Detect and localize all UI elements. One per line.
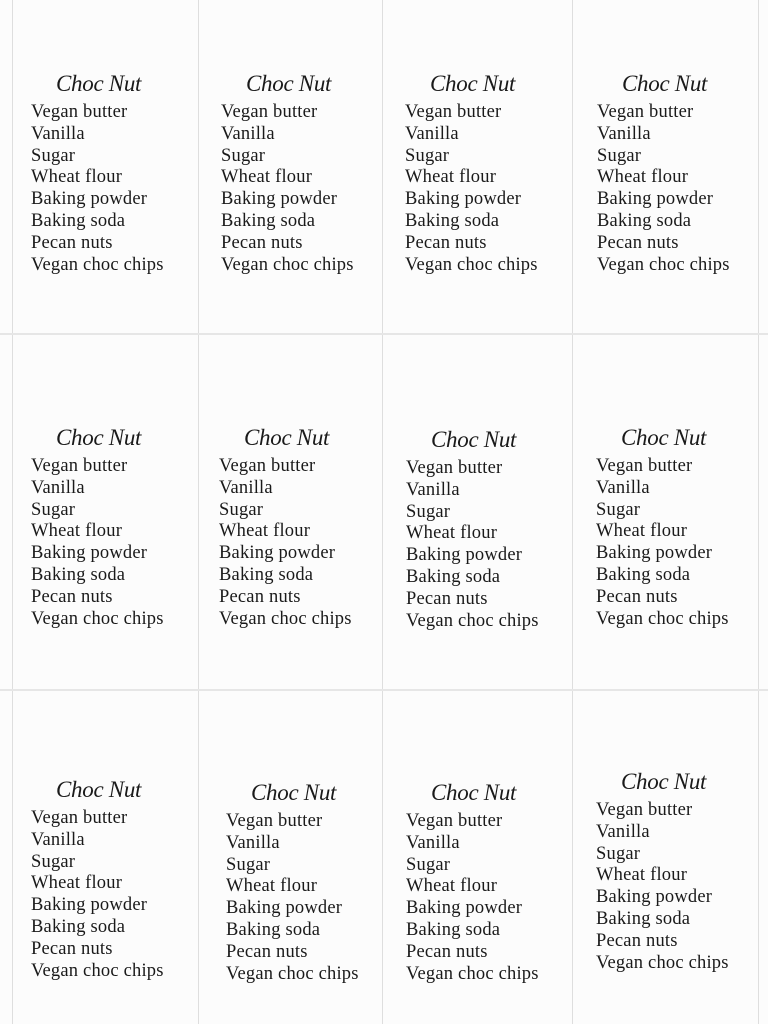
ingredient-item: Wheat flour bbox=[405, 167, 497, 188]
ingredient-item: Baking powder bbox=[219, 543, 336, 564]
ingredient-item: Pecan nuts bbox=[596, 586, 678, 607]
ingredient-item: Vegan choc chips bbox=[221, 254, 354, 275]
ingredient-item: Baking powder bbox=[221, 189, 338, 210]
recipe-label bbox=[31, 424, 206, 630]
ingredient-list bbox=[31, 808, 206, 982]
ingredient-item: Wheat flour bbox=[31, 521, 123, 542]
ingredient-item: Sugar bbox=[406, 854, 451, 875]
ingredient-item: Vegan butter bbox=[219, 456, 316, 476]
ingredient-item: Vanilla bbox=[406, 479, 460, 500]
recipe-label bbox=[226, 779, 401, 985]
ingredient-item: Sugar bbox=[405, 145, 450, 166]
recipe-label bbox=[596, 768, 768, 974]
ingredient-item: Baking soda bbox=[597, 210, 692, 231]
ingredient-item: Wheat flour bbox=[406, 523, 498, 544]
ingredient-item: Baking powder bbox=[226, 898, 343, 919]
ingredient-item: Wheat flour bbox=[596, 521, 688, 542]
ingredient-item: Pecan nuts bbox=[226, 941, 308, 962]
ingredient-item: Wheat flour bbox=[221, 167, 313, 188]
ingredient-item: Baking soda bbox=[596, 564, 691, 585]
ingredient-item: Baking soda bbox=[221, 210, 316, 231]
recipe-label bbox=[597, 70, 768, 276]
ingredient-item: Vanilla bbox=[221, 123, 275, 144]
ingredient-item: Baking powder bbox=[405, 189, 522, 210]
ingredient-item: Baking soda bbox=[31, 564, 126, 585]
recipe-label bbox=[31, 776, 206, 982]
label-title: Choc Nut bbox=[251, 780, 337, 805]
ingredient-item: Wheat flour bbox=[226, 876, 318, 897]
ingredient-list bbox=[221, 102, 396, 276]
ingredient-item: Vegan butter bbox=[31, 102, 128, 122]
ingredient-list bbox=[31, 456, 206, 630]
recipe-label bbox=[405, 70, 580, 276]
label-title: Choc Nut bbox=[431, 427, 517, 452]
ingredient-item: Sugar bbox=[596, 499, 641, 520]
ingredient-item: Vegan choc chips bbox=[405, 254, 538, 275]
ingredient-list bbox=[597, 102, 768, 276]
ingredient-item: Vegan choc chips bbox=[406, 610, 539, 631]
ingredient-item: Vanilla bbox=[31, 477, 85, 498]
ingredient-item: Sugar bbox=[226, 854, 271, 875]
ingredient-item: Vegan butter bbox=[221, 102, 318, 122]
ingredient-list bbox=[405, 102, 580, 276]
ingredient-item: Vegan choc chips bbox=[596, 608, 729, 629]
ingredient-item: Vegan butter bbox=[596, 456, 693, 476]
ingredient-item: Vegan butter bbox=[406, 458, 503, 478]
ingredient-item: Sugar bbox=[31, 499, 76, 520]
ingredient-item: Vanilla bbox=[406, 832, 460, 853]
ingredient-list bbox=[219, 456, 394, 630]
ingredient-item: Vegan butter bbox=[597, 102, 694, 122]
cut-line-horizontal bbox=[0, 333, 768, 335]
label-title: Choc Nut bbox=[621, 425, 707, 450]
ingredient-item: Pecan nuts bbox=[406, 588, 488, 609]
recipe-label bbox=[219, 424, 394, 630]
ingredient-item: Baking powder bbox=[31, 189, 148, 210]
ingredient-item: Pecan nuts bbox=[31, 938, 113, 959]
ingredient-item: Baking powder bbox=[31, 543, 148, 564]
ingredient-item: Pecan nuts bbox=[406, 941, 488, 962]
ingredient-item: Baking powder bbox=[406, 545, 523, 566]
ingredient-item: Pecan nuts bbox=[221, 232, 303, 253]
cut-line-left-edge bbox=[12, 0, 13, 1024]
ingredient-list bbox=[406, 458, 581, 632]
recipe-label bbox=[221, 70, 396, 276]
ingredient-list bbox=[596, 800, 768, 974]
ingredient-item: Vegan butter bbox=[405, 102, 502, 122]
ingredient-item: Sugar bbox=[221, 145, 266, 166]
ingredient-item: Vegan butter bbox=[31, 456, 128, 476]
ingredient-item: Vegan choc chips bbox=[596, 952, 729, 973]
ingredient-item: Sugar bbox=[596, 843, 641, 864]
ingredient-item: Vegan butter bbox=[31, 808, 128, 828]
label-title: Choc Nut bbox=[56, 71, 142, 96]
ingredient-item: Vegan choc chips bbox=[31, 960, 164, 981]
ingredient-list bbox=[31, 102, 206, 276]
label-title: Choc Nut bbox=[430, 71, 516, 96]
label-title: Choc Nut bbox=[56, 777, 142, 802]
recipe-label bbox=[596, 424, 768, 630]
label-title: Choc Nut bbox=[244, 425, 330, 450]
ingredient-item: Baking powder bbox=[596, 543, 713, 564]
ingredient-item: Baking soda bbox=[31, 916, 126, 937]
ingredient-item: Baking powder bbox=[597, 189, 714, 210]
ingredient-item: Baking soda bbox=[406, 919, 501, 940]
ingredient-list bbox=[406, 811, 581, 985]
ingredient-item: Wheat flour bbox=[596, 865, 688, 886]
ingredient-item: Baking soda bbox=[406, 566, 501, 587]
ingredient-item: Vanilla bbox=[31, 123, 85, 144]
ingredient-item: Vanilla bbox=[226, 832, 280, 853]
label-title: Choc Nut bbox=[246, 71, 332, 96]
ingredient-item: Sugar bbox=[31, 145, 76, 166]
ingredient-item: Wheat flour bbox=[406, 876, 498, 897]
ingredient-item: Vegan choc chips bbox=[31, 254, 164, 275]
ingredient-item: Wheat flour bbox=[31, 167, 123, 188]
ingredient-item: Vegan choc chips bbox=[406, 963, 539, 984]
ingredient-item: Vanilla bbox=[405, 123, 459, 144]
ingredient-item: Wheat flour bbox=[219, 521, 311, 542]
ingredient-item: Sugar bbox=[597, 145, 642, 166]
ingredient-item: Vanilla bbox=[597, 123, 651, 144]
ingredient-item: Pecan nuts bbox=[31, 586, 113, 607]
ingredient-item: Vegan butter bbox=[406, 811, 503, 831]
recipe-label bbox=[406, 779, 581, 985]
ingredient-item: Baking soda bbox=[226, 919, 321, 940]
label-title: Choc Nut bbox=[621, 769, 707, 794]
ingredient-item: Pecan nuts bbox=[219, 586, 301, 607]
recipe-label bbox=[406, 426, 581, 632]
ingredient-item: Pecan nuts bbox=[31, 232, 113, 253]
label-title: Choc Nut bbox=[431, 780, 517, 805]
ingredient-item: Sugar bbox=[406, 501, 451, 522]
ingredient-item: Wheat flour bbox=[597, 167, 689, 188]
ingredient-item: Baking soda bbox=[596, 908, 691, 929]
ingredient-item: Baking powder bbox=[31, 895, 148, 916]
ingredient-item: Vegan butter bbox=[596, 800, 693, 820]
ingredient-item: Sugar bbox=[31, 851, 76, 872]
ingredient-item: Vegan choc chips bbox=[219, 608, 352, 629]
ingredient-item: Pecan nuts bbox=[596, 930, 678, 951]
ingredient-item: Vegan choc chips bbox=[226, 963, 359, 984]
ingredient-list bbox=[596, 456, 768, 630]
ingredient-item: Pecan nuts bbox=[597, 232, 679, 253]
ingredient-item: Sugar bbox=[219, 499, 264, 520]
ingredient-item: Baking soda bbox=[31, 210, 126, 231]
recipe-label bbox=[31, 70, 206, 276]
ingredient-item: Vanilla bbox=[31, 829, 85, 850]
ingredient-item: Vegan choc chips bbox=[31, 608, 164, 629]
ingredient-item: Baking soda bbox=[219, 564, 314, 585]
label-title: Choc Nut bbox=[56, 425, 142, 450]
ingredient-item: Wheat flour bbox=[31, 873, 123, 894]
cut-line-horizontal bbox=[0, 689, 768, 691]
ingredient-item: Vegan butter bbox=[226, 811, 323, 831]
ingredient-item: Vegan choc chips bbox=[597, 254, 730, 275]
ingredient-list bbox=[226, 811, 401, 985]
ingredient-item: Pecan nuts bbox=[405, 232, 487, 253]
ingredient-item: Baking soda bbox=[405, 210, 500, 231]
ingredient-item: Baking powder bbox=[406, 898, 523, 919]
ingredient-item: Baking powder bbox=[596, 887, 713, 908]
ingredient-item: Vanilla bbox=[219, 477, 273, 498]
label-title: Choc Nut bbox=[622, 71, 708, 96]
ingredient-item: Vanilla bbox=[596, 477, 650, 498]
ingredient-item: Vanilla bbox=[596, 821, 650, 842]
